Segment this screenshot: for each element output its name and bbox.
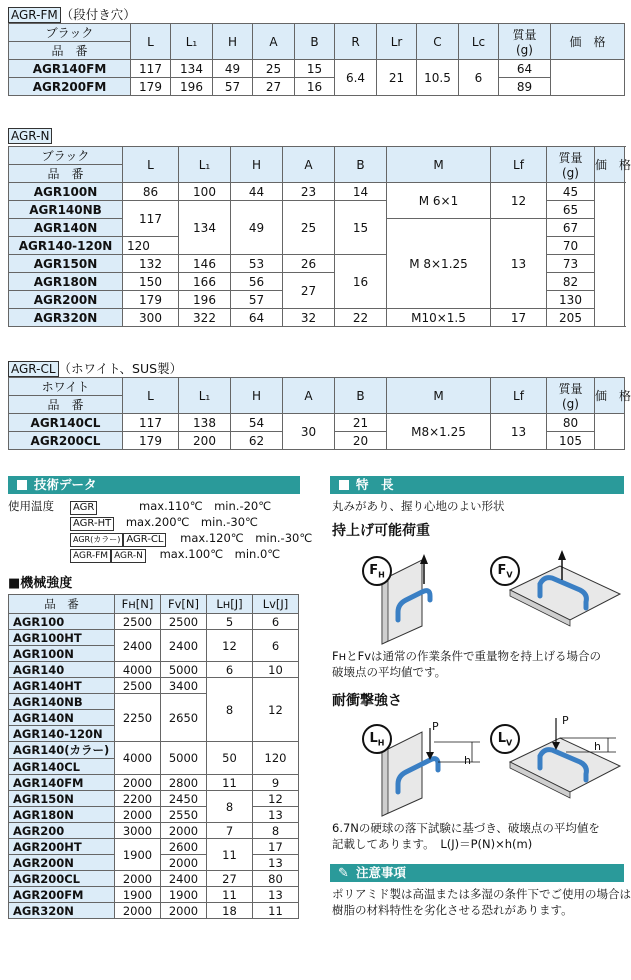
temp-line: AGR max.110℃ min.-20℃	[70, 498, 271, 515]
caution-text-1: ポリアミド製は高温または多湿の条件下でご使用の場合は	[332, 887, 631, 901]
fm-tag: AGR-FM	[8, 7, 61, 23]
part-number: AGR140NB	[9, 201, 123, 219]
cell: 70	[547, 237, 595, 255]
cell: 56	[231, 273, 283, 291]
cl-hdr-part: 品 番	[9, 396, 123, 414]
cell: 45	[547, 183, 595, 201]
caution-title-bar	[330, 864, 624, 882]
n-hdr-color: ブラック	[9, 147, 123, 165]
cell: 117	[131, 60, 171, 78]
cell: 30	[283, 414, 335, 450]
cl-col-M: M	[387, 378, 491, 414]
n-col-A: A	[283, 147, 335, 183]
cl-col-H: H	[231, 378, 283, 414]
cell: 27	[253, 78, 295, 96]
table-row: AGR100HT 2400 2400 12 6	[9, 630, 299, 646]
cell: 82	[547, 273, 595, 291]
part-number: AGR320N	[9, 309, 123, 327]
n-hdr-part: 品 番	[9, 165, 123, 183]
fm-col-R: R	[335, 24, 377, 60]
feature-title: 特 長	[356, 477, 394, 492]
fm-price-cell	[551, 60, 625, 96]
table-row: AGR200N 2000 13	[9, 855, 299, 871]
table-row: AGR200 3000 2000 7 8	[9, 823, 299, 839]
table-row	[9, 309, 625, 327]
cell: 44	[231, 183, 283, 201]
cell: 89	[499, 78, 551, 96]
fm-col-H: H	[213, 24, 253, 60]
cell: 179	[131, 78, 171, 96]
cell: M10×1.5	[387, 309, 491, 327]
cell: 134	[179, 201, 231, 255]
load-title: 持上げ可能荷重	[332, 523, 430, 539]
part-number: AGR200N	[9, 291, 123, 309]
cell: 25	[253, 60, 295, 78]
part-number: AGR140N	[9, 219, 123, 237]
cell: 13	[491, 414, 547, 450]
part-number: AGR140CL	[9, 414, 123, 432]
temp-line: AGR-FM AGR-N max.100℃ min.0℃	[70, 546, 280, 563]
table-row: AGR140 4000 5000 6 10	[9, 662, 299, 678]
cell: 57	[231, 291, 283, 309]
part-number: AGR150N	[9, 255, 123, 273]
cell: 16	[335, 255, 387, 309]
cell: 73	[547, 255, 595, 273]
n-col-L1: L₁	[179, 147, 231, 183]
fm-col-Lr: Lr	[377, 24, 417, 60]
cell: 12	[491, 183, 547, 219]
n-col-weight: 質量 (g)	[547, 147, 595, 183]
cl-tag: AGR-CL	[8, 361, 59, 377]
table-row: AGR150N 2200 2450 8 12	[9, 791, 299, 807]
cell: 205	[547, 309, 595, 327]
cl-suffix: （ホワイト、SUS製）	[58, 361, 183, 376]
cell: 49	[231, 201, 283, 255]
str-col-lv: Lᴠ[J]	[253, 595, 299, 614]
cl-col-B: B	[335, 378, 387, 414]
cell: 26	[283, 255, 335, 273]
cl-col-L1: L₁	[179, 378, 231, 414]
impact-note-2: 記載してあります。 L(J)＝P(N)×h(m)	[332, 837, 533, 851]
lv-badge-icon: $L_V$	[490, 724, 520, 754]
fm-section-label	[8, 5, 136, 23]
fm-col-Lc: Lc	[459, 24, 499, 60]
cell: 57	[213, 78, 253, 96]
cl-col-price: 価 格	[595, 378, 625, 414]
cell: 100	[179, 183, 231, 201]
fm-col-B: B	[295, 24, 335, 60]
table-row: AGR140(カラー) 4000 5000 50 120	[9, 742, 299, 759]
cell: 6.4	[335, 60, 377, 96]
cell: 27	[283, 273, 335, 309]
tech-title: 技術データ	[34, 477, 97, 492]
n-price-cell	[595, 183, 625, 327]
impact-title: 耐衝撃強さ	[332, 693, 402, 709]
temp-label: 使用温度	[8, 499, 54, 513]
table-row: AGR100 2500 2500 5 6	[9, 614, 299, 630]
str-col-part: 品 番	[9, 595, 115, 614]
table-row: AGR200HT 1900 2600 11 17	[9, 839, 299, 855]
n-table	[8, 146, 631, 327]
fm-hdr-color: ブラック	[9, 24, 131, 42]
feature-text: 丸みがあり、握り心地のよい形状	[332, 499, 505, 513]
n-section-label	[8, 128, 52, 144]
n-col-H: H	[231, 147, 283, 183]
cell: 322	[179, 309, 231, 327]
h-label-1: h	[464, 754, 471, 767]
cell: 17	[491, 309, 547, 327]
cell: 64	[231, 309, 283, 327]
fm-table	[8, 23, 625, 96]
fv-badge-icon: $F_V$	[490, 556, 520, 586]
table-row: AGR140FM 2000 2800 11 9	[9, 775, 299, 791]
part-number: AGR140-120N	[9, 237, 123, 255]
cell: 117	[123, 201, 179, 237]
caution-text-2: 樹脂の材料特性を劣化させる恐れがあります。	[332, 903, 573, 917]
cell: 54	[231, 414, 283, 432]
fh-badge-icon: $F_H$	[362, 556, 392, 586]
fm-suffix: （段付き穴）	[60, 7, 136, 22]
caution-title: 注意事項	[356, 865, 407, 880]
temp-line: AGR-HT max.200℃ min.-30℃	[70, 514, 258, 531]
n-tag: AGR-N	[8, 128, 52, 144]
cell: 105	[547, 432, 595, 450]
part-number: AGR180N	[9, 273, 123, 291]
cell: M 8×1.25	[387, 219, 491, 309]
cell: 117	[123, 414, 179, 432]
cell: 65	[547, 201, 595, 219]
part-number: AGR100N	[9, 183, 123, 201]
table-row: AGR100N	[9, 646, 299, 662]
table-row: AGR180N 2000 2550 13	[9, 807, 299, 823]
cell: 64	[499, 60, 551, 78]
cl-col-A: A	[283, 378, 335, 414]
cl-hdr-color: ホワイト	[9, 378, 123, 396]
cell: 300	[123, 309, 179, 327]
part-number: AGR140FM	[9, 60, 131, 78]
square-icon	[339, 480, 349, 490]
fm-hdr-part: 品 番	[9, 42, 131, 60]
cell: 67	[547, 219, 595, 237]
cell: 179	[123, 432, 179, 450]
table-row: AGR200FM 1900 1900 11 13	[9, 887, 299, 903]
strength-title: ■機械強度	[8, 576, 73, 591]
n-col-M: M	[387, 147, 491, 183]
fm-col-price: 価 格	[551, 24, 625, 60]
table-row	[9, 60, 625, 78]
cell: 15	[295, 60, 335, 78]
table-row: AGR140NB 2250 2650	[9, 694, 299, 710]
pencil-icon: ✎	[338, 866, 349, 881]
table-row: AGR140-120N	[9, 726, 299, 742]
fm-col-L: L	[131, 24, 171, 60]
cell: 166	[179, 273, 231, 291]
cl-col-L: L	[123, 378, 179, 414]
cl-price-cell	[595, 414, 625, 450]
cell: 150	[123, 273, 179, 291]
load-note-2: 破壊点の平均値です。	[332, 665, 447, 679]
cell: 130	[547, 291, 595, 309]
cell: 53	[231, 255, 283, 273]
str-col-lh: Lʜ[J]	[207, 595, 253, 614]
cell: 13	[491, 219, 547, 309]
cell: 134	[171, 60, 213, 78]
cell: 6	[459, 60, 499, 96]
cell: 15	[335, 201, 387, 255]
cl-col-Lf: Lf	[491, 378, 547, 414]
fm-col-weight: 質量 (g)	[499, 24, 551, 60]
table-row: AGR140HT 2500 3400 8 12	[9, 678, 299, 694]
table-row: AGR320N 2000 2000 18 11	[9, 903, 299, 919]
cell: 120	[123, 237, 179, 255]
table-row: AGR200CL 2000 2400 27 80	[9, 871, 299, 887]
n-col-L: L	[123, 147, 179, 183]
cell: 80	[547, 414, 595, 432]
table-row: AGR140N	[9, 710, 299, 726]
temp-line: AGR(カラー) AGR-CL max.120℃ min.-30℃	[70, 530, 312, 547]
str-col-fh: Fʜ[N]	[115, 595, 161, 614]
lh-badge-icon: $L_H$	[362, 724, 392, 754]
h-label-2: h	[594, 740, 601, 753]
n-col-B: B	[335, 147, 387, 183]
table-row	[9, 183, 625, 201]
part-number: AGR200CL	[9, 432, 123, 450]
p-label-2: P	[562, 714, 569, 727]
square-icon	[17, 480, 27, 490]
cell: 20	[335, 432, 387, 450]
p-label-1: P	[432, 720, 439, 733]
load-note-1: FʜとFᴠは通常の作業条件で重量物を持上げる場合の	[332, 649, 602, 663]
fm-col-A: A	[253, 24, 295, 60]
strength-table	[8, 594, 299, 919]
cell: 179	[123, 291, 179, 309]
fm-col-C: C	[417, 24, 459, 60]
n-col-price: 価 格	[595, 147, 625, 183]
cell: 14	[335, 183, 387, 201]
cell: 200	[179, 432, 231, 450]
impact-note-1: 6.7Nの硬球の落下試験に基づき、破壊点の平均値を	[332, 821, 600, 835]
cell: 32	[283, 309, 335, 327]
cell: 196	[179, 291, 231, 309]
fm-col-L1: L₁	[171, 24, 213, 60]
cl-section-label	[8, 359, 182, 377]
cell: 146	[179, 255, 231, 273]
cell: 10.5	[417, 60, 459, 96]
str-col-fv: Fᴠ[N]	[161, 595, 207, 614]
tech-title-bar	[8, 476, 300, 494]
cl-table	[8, 377, 631, 450]
cl-col-weight: 質量 (g)	[547, 378, 595, 414]
table-row: AGR140CL	[9, 759, 299, 775]
cell: 132	[123, 255, 179, 273]
cell: 21	[335, 414, 387, 432]
feature-title-bar	[330, 476, 624, 494]
cell: 16	[295, 78, 335, 96]
cell: 138	[179, 414, 231, 432]
table-row	[9, 78, 625, 96]
cell: 25	[283, 201, 335, 255]
cell: 86	[123, 183, 179, 201]
cell: M 6×1	[387, 183, 491, 219]
cell: 49	[213, 60, 253, 78]
cell: 62	[231, 432, 283, 450]
cell: 21	[377, 60, 417, 96]
cell: 196	[171, 78, 213, 96]
cell: 23	[283, 183, 335, 201]
cell: 22	[335, 309, 387, 327]
table-row	[9, 414, 625, 432]
part-number: AGR200FM	[9, 78, 131, 96]
n-col-Lf: Lf	[491, 147, 547, 183]
cell: M8×1.25	[387, 414, 491, 450]
